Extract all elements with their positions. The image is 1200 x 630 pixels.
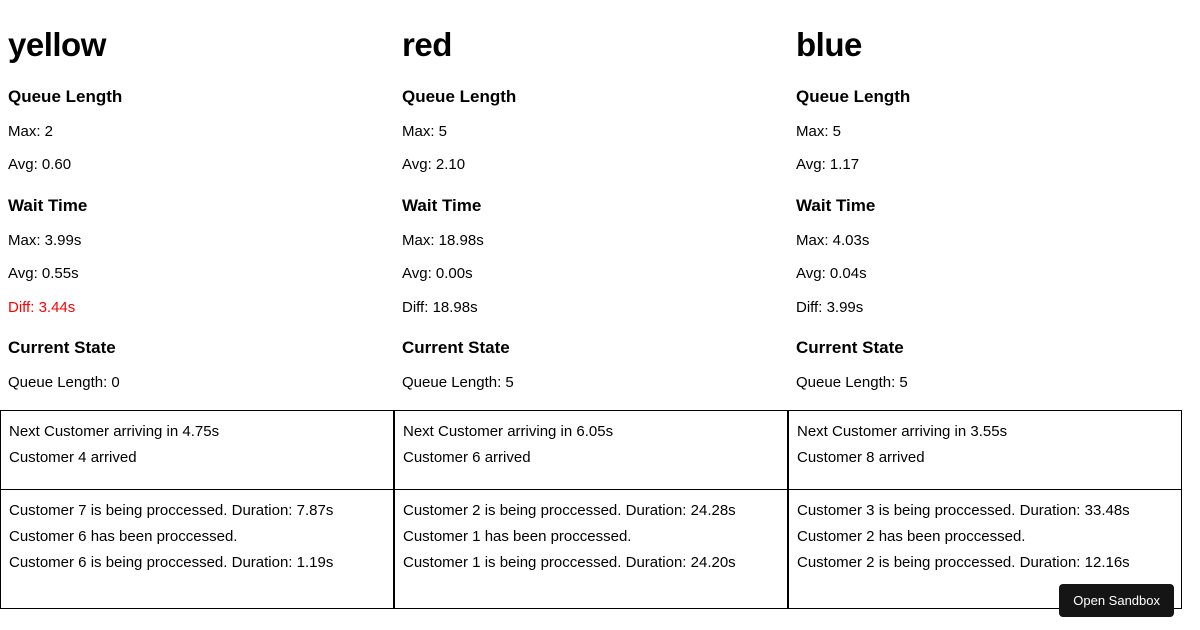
wait-time-diff: Diff: 3.99s: [796, 298, 864, 316]
log-line: Customer 2 is being proccessed. Duration: 12.16s: [797, 553, 1130, 571]
column-red: [394, 0, 788, 630]
column-title: red: [402, 26, 452, 63]
log-line: Next Customer arriving in 4.75s: [9, 422, 220, 440]
current-queue-length: Queue Length: 5: [796, 374, 908, 392]
log-line: Next Customer arriving in 3.55s: [797, 422, 1008, 440]
queue-length-heading: Queue Length: [402, 86, 517, 106]
wait-time-avg: Avg: 0.55s: [8, 265, 79, 283]
log-line: Customer 4 arrived: [9, 448, 137, 466]
queue-length-max: Max: 5: [796, 122, 842, 140]
queue-length-avg: Avg: 0.60: [8, 156, 72, 174]
queue-length-avg: Avg: 1.17: [796, 156, 860, 174]
process-log-box: [394, 489, 788, 609]
log-line: Customer 1 has been proccessed.: [403, 527, 632, 545]
log-line: Customer 1 is being proccessed. Duration: 24.20s: [403, 553, 736, 571]
column-title: yellow: [8, 26, 106, 63]
current-state-heading: Current State: [402, 338, 510, 358]
log-line: Customer 3 is being proccessed. Duration: 33.48s: [797, 501, 1130, 519]
wait-time-max: Max: 3.99s: [8, 231, 82, 249]
log-line: Customer 6 has been proccessed.: [9, 527, 238, 545]
current-state-heading: Current State: [8, 338, 116, 358]
queue-length-max: Max: 5: [402, 122, 448, 140]
column-blue: [788, 0, 1182, 630]
column-title: blue: [796, 26, 862, 63]
wait-time-heading: Wait Time: [402, 195, 482, 215]
current-queue-length: Queue Length: 5: [402, 374, 514, 392]
wait-time-avg: Avg: 0.00s: [402, 265, 473, 283]
log-line: Next Customer arriving in 6.05s: [403, 422, 614, 440]
current-state-heading: Current State: [796, 338, 904, 358]
column-yellow: [0, 0, 394, 630]
wait-time-diff: Diff: 18.98s: [402, 298, 478, 316]
wait-time-diff: Diff: 3.44s: [8, 298, 76, 316]
queue-length-heading: Queue Length: [796, 86, 911, 106]
wait-time-heading: Wait Time: [796, 195, 876, 215]
queue-length-max: Max: 2: [8, 122, 54, 140]
log-line: Customer 6 arrived: [403, 448, 531, 466]
arrival-log-box: [0, 410, 394, 490]
arrival-log-box: [788, 410, 1182, 490]
open-sandbox-button[interactable]: Open Sandbox: [1059, 584, 1174, 617]
process-log-box: [0, 489, 394, 609]
arrival-log-box: [394, 410, 788, 490]
log-line: Customer 8 arrived: [797, 448, 925, 466]
current-queue-length: Queue Length: 0: [8, 374, 120, 392]
log-line: Customer 6 is being proccessed. Duration: 1.19s: [9, 553, 334, 571]
wait-time-heading: Wait Time: [8, 195, 88, 215]
log-line: Customer 2 is being proccessed. Duration: 24.28s: [403, 501, 736, 519]
wait-time-max: Max: 18.98s: [402, 231, 484, 249]
wait-time-avg: Avg: 0.04s: [796, 265, 867, 283]
log-line: Customer 7 is being proccessed. Duration: 7.87s: [9, 501, 334, 519]
log-line: Customer 2 has been proccessed.: [797, 527, 1026, 545]
queue-length-heading: Queue Length: [8, 86, 123, 106]
wait-time-max: Max: 4.03s: [796, 231, 870, 249]
queue-length-avg: Avg: 2.10: [402, 156, 466, 174]
